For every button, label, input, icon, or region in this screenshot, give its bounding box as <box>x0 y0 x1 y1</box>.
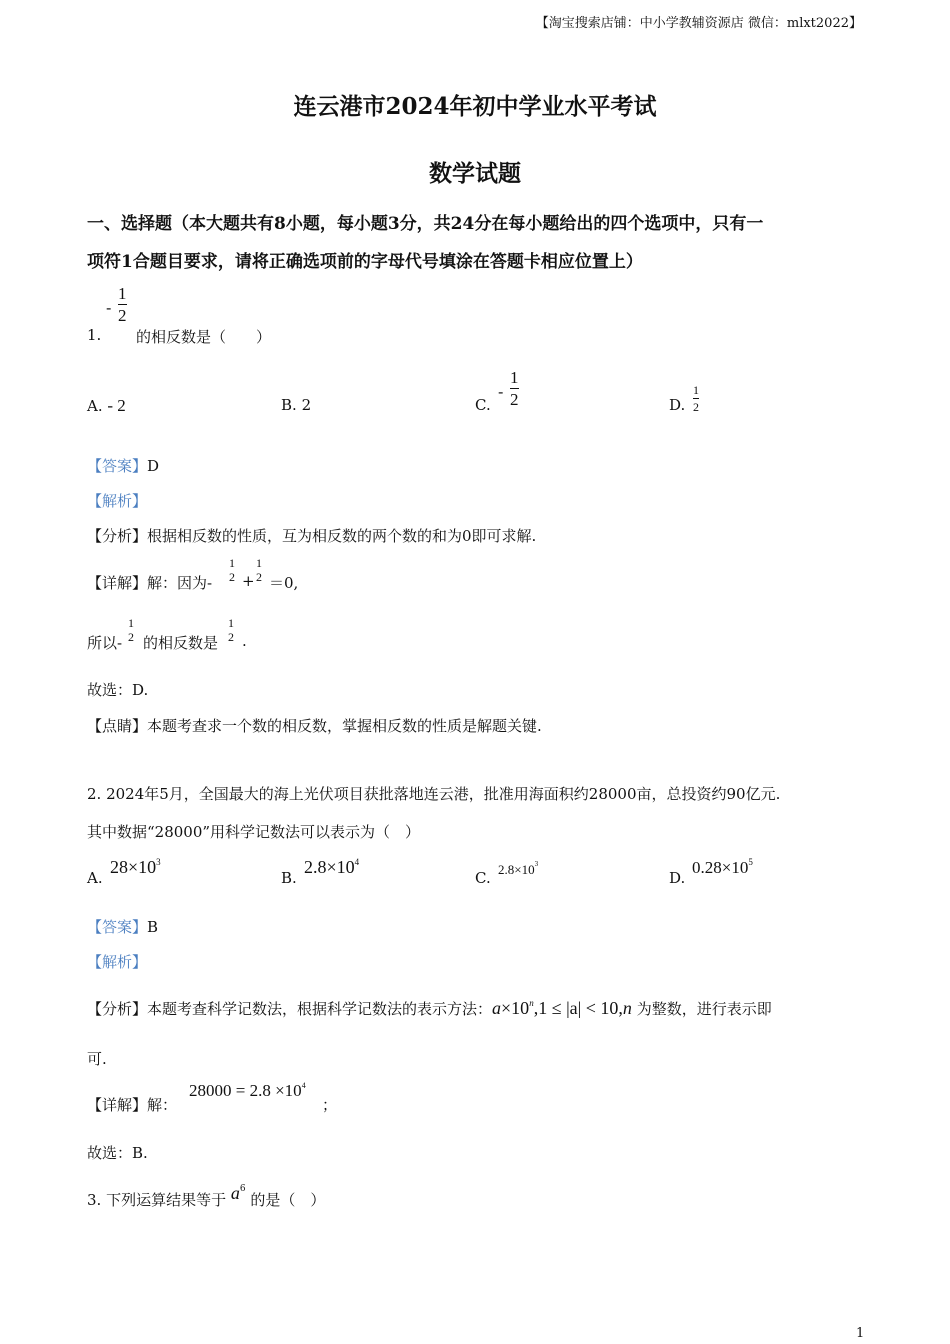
q3-stem <box>87 1183 326 1210</box>
q1-detail-text: 解：因为- <box>147 574 213 592</box>
q2-option-a-value <box>110 857 161 878</box>
q1-answer-tag: 【答案】 <box>87 457 148 475</box>
q3-suffix: 的是（ ） <box>250 1191 326 1209</box>
q1-so-frac2-num: 1 <box>228 616 234 630</box>
q1-option-d-num: 1 <box>693 383 699 397</box>
q2-detail-tag: 【详解】 <box>87 1096 148 1114</box>
q2-answer-tag: 【答案】 <box>87 918 148 936</box>
q2-option-a-exp: 3 <box>156 857 161 867</box>
q1-option-a <box>87 396 126 416</box>
q1-so-frac1-den: 2 <box>128 630 134 644</box>
q1-option-d-fraction <box>693 384 699 413</box>
q1-detail-frac1-den: 2 <box>229 570 235 584</box>
section-heading-line1: 一、选择题（本大题共有8小题，每小题3分，共24分在每小题给出的四个选项中，只有一 <box>87 214 764 234</box>
q2-detail-expr-base: 28000 = 2.8 ×10 <box>189 1081 302 1100</box>
q2-option-c-value <box>498 860 538 878</box>
q1-fraction-den: 2 <box>118 306 127 325</box>
page-title: 连云港市2024年初中学业水平考试 <box>293 93 657 120</box>
q2-detail-end: ； <box>322 1096 338 1114</box>
q2-fenxi-line2: 可. <box>87 1050 107 1068</box>
q1-detail-frac2-den: 2 <box>256 570 262 584</box>
q1-fenxi-tag: 【分析】 <box>87 527 148 545</box>
q3-base: a <box>230 1183 240 1203</box>
q2-option-b-value <box>304 857 359 878</box>
q2-detail-expr <box>189 1081 306 1101</box>
q2-fenxi <box>87 998 772 1019</box>
q2-fenxi-math-rest: ,1 ≤ |a| < 10, <box>533 998 623 1018</box>
q2-stem-line1: 2. 2024年5月，全国最大的海上光伏项目获批落地连云港，批准用海面积约28000亩，总投资约90亿元. <box>87 785 781 803</box>
q1-so-end: . <box>242 632 247 650</box>
q2-fenxi-math-a: a <box>492 998 502 1018</box>
q1-option-a-value: - 2 <box>107 396 126 415</box>
q1-option-c-minus: - <box>498 382 504 401</box>
q2-option-d-base: 0.28×10 <box>692 858 749 877</box>
q2-answer <box>87 916 158 937</box>
q1-option-c-num: 1 <box>510 368 519 387</box>
q2-option-c-base: 2.8×10 <box>498 862 535 877</box>
q1-so-mid: 的相反数是 <box>143 634 219 652</box>
q1-option-b-label: B. <box>281 396 297 414</box>
q1-number: 1. <box>87 326 102 344</box>
q2-fenxi-math-n: n <box>529 998 534 1008</box>
q1-dianjing-text: 本题考查求一个数的相反数，掌握相反数的性质是解题关键. <box>147 717 542 735</box>
q1-detail-frac2-num: 1 <box>256 556 262 570</box>
q1-fraction-num: 1 <box>118 284 127 303</box>
q2-option-c-label: C. <box>475 869 491 887</box>
q1-detail-fraction-1 <box>229 557 235 583</box>
q2-detail-expr-exp: 4 <box>301 1081 306 1090</box>
q1-so-prefix: 所以- <box>87 634 123 652</box>
q2-fenxi-pre: 本题考查科学记数法，根据科学记数法的表示方法： <box>147 1000 493 1018</box>
q2-option-b-base: 2.8×10 <box>304 857 355 877</box>
q1-so-frac1-num: 1 <box>128 616 134 630</box>
q1-fraction <box>118 285 127 324</box>
q1-option-c-label: C. <box>475 396 491 414</box>
q2-option-d-exp: 5 <box>748 857 753 867</box>
q2-option-b-label: B. <box>281 869 297 887</box>
q1-option-c-fraction <box>510 369 519 408</box>
q2-choose: 故选：B. <box>87 1144 148 1162</box>
q1-so-fraction-2 <box>228 617 234 643</box>
q2-option-d-label: D. <box>669 869 686 887</box>
q2-answer-value: B <box>147 918 159 936</box>
q2-fenxi-math-n2: n <box>622 998 632 1018</box>
q2-fenxi-tag: 【分析】 <box>87 1000 148 1018</box>
page-number: 1 <box>856 1326 865 1341</box>
q1-answer-value: D <box>147 457 160 475</box>
q1-choose: 故选：D. <box>87 681 149 699</box>
q3-exp: 6 <box>239 1184 246 1194</box>
q1-dianjing-tag: 【点睛】 <box>87 717 148 735</box>
q1-detail-fraction-2 <box>256 557 262 583</box>
q2-option-a-base: 28×10 <box>110 857 157 877</box>
q1-option-b <box>281 396 311 414</box>
q2-stem-line2: 其中数据“28000”用科学记数法可以表示为（ ） <box>87 823 421 841</box>
q2-detail <box>87 1094 177 1115</box>
q1-answer <box>87 455 159 476</box>
q2-option-c-exp: 3 <box>534 860 539 868</box>
q1-detail-frac1-num: 1 <box>229 556 235 570</box>
q1-detail-plus: + <box>242 572 255 590</box>
q2-option-b-exp: 4 <box>354 857 360 867</box>
q1-option-a-label: A. <box>87 397 103 415</box>
page-subtitle: 数学试题 <box>429 160 521 187</box>
q1-option-d-den: 2 <box>693 400 699 414</box>
q2-detail-prefix: 解： <box>147 1096 178 1114</box>
q1-fenxi <box>87 525 536 546</box>
q2-analysis-tag: 【解析】 <box>87 953 148 971</box>
q1-detail-prefix <box>87 572 212 593</box>
q1-detail-tag: 【详解】 <box>87 574 148 592</box>
q2-fenxi-post: 为整数，进行表示即 <box>631 1000 772 1018</box>
q1-dianjing <box>87 715 542 736</box>
q2-option-d-value <box>692 857 753 878</box>
q1-minus: - <box>106 298 112 317</box>
section-heading-line2: 项符1合题目要求，请将正确选项前的字母代号填涂在答题卡相应位置上） <box>87 252 643 272</box>
q1-stem: 的相反数是（ ） <box>136 328 272 346</box>
q1-option-d-label: D. <box>669 396 686 414</box>
q2-option-a-label: A. <box>87 869 103 887</box>
q1-so-frac2-den: 2 <box>228 630 234 644</box>
q2-fenxi-math-times: ×10 <box>501 998 530 1018</box>
q1-option-c-den: 2 <box>510 390 519 409</box>
q1-so-fraction-1 <box>128 617 134 643</box>
q1-option-b-value: 2 <box>301 396 312 414</box>
q1-fenxi-text: 根据相反数的性质，互为相反数的两个数的和为0即可求解. <box>147 527 537 545</box>
q1-detail-eq: ＝0, <box>269 574 299 592</box>
q1-analysis-tag: 【解析】 <box>87 492 148 510</box>
q3-prefix: 3. 下列运算结果等于 <box>87 1191 227 1209</box>
header-note: 【淘宝搜索店铺：中小学教辅资源店 微信：mlxt2022】 <box>535 16 862 31</box>
